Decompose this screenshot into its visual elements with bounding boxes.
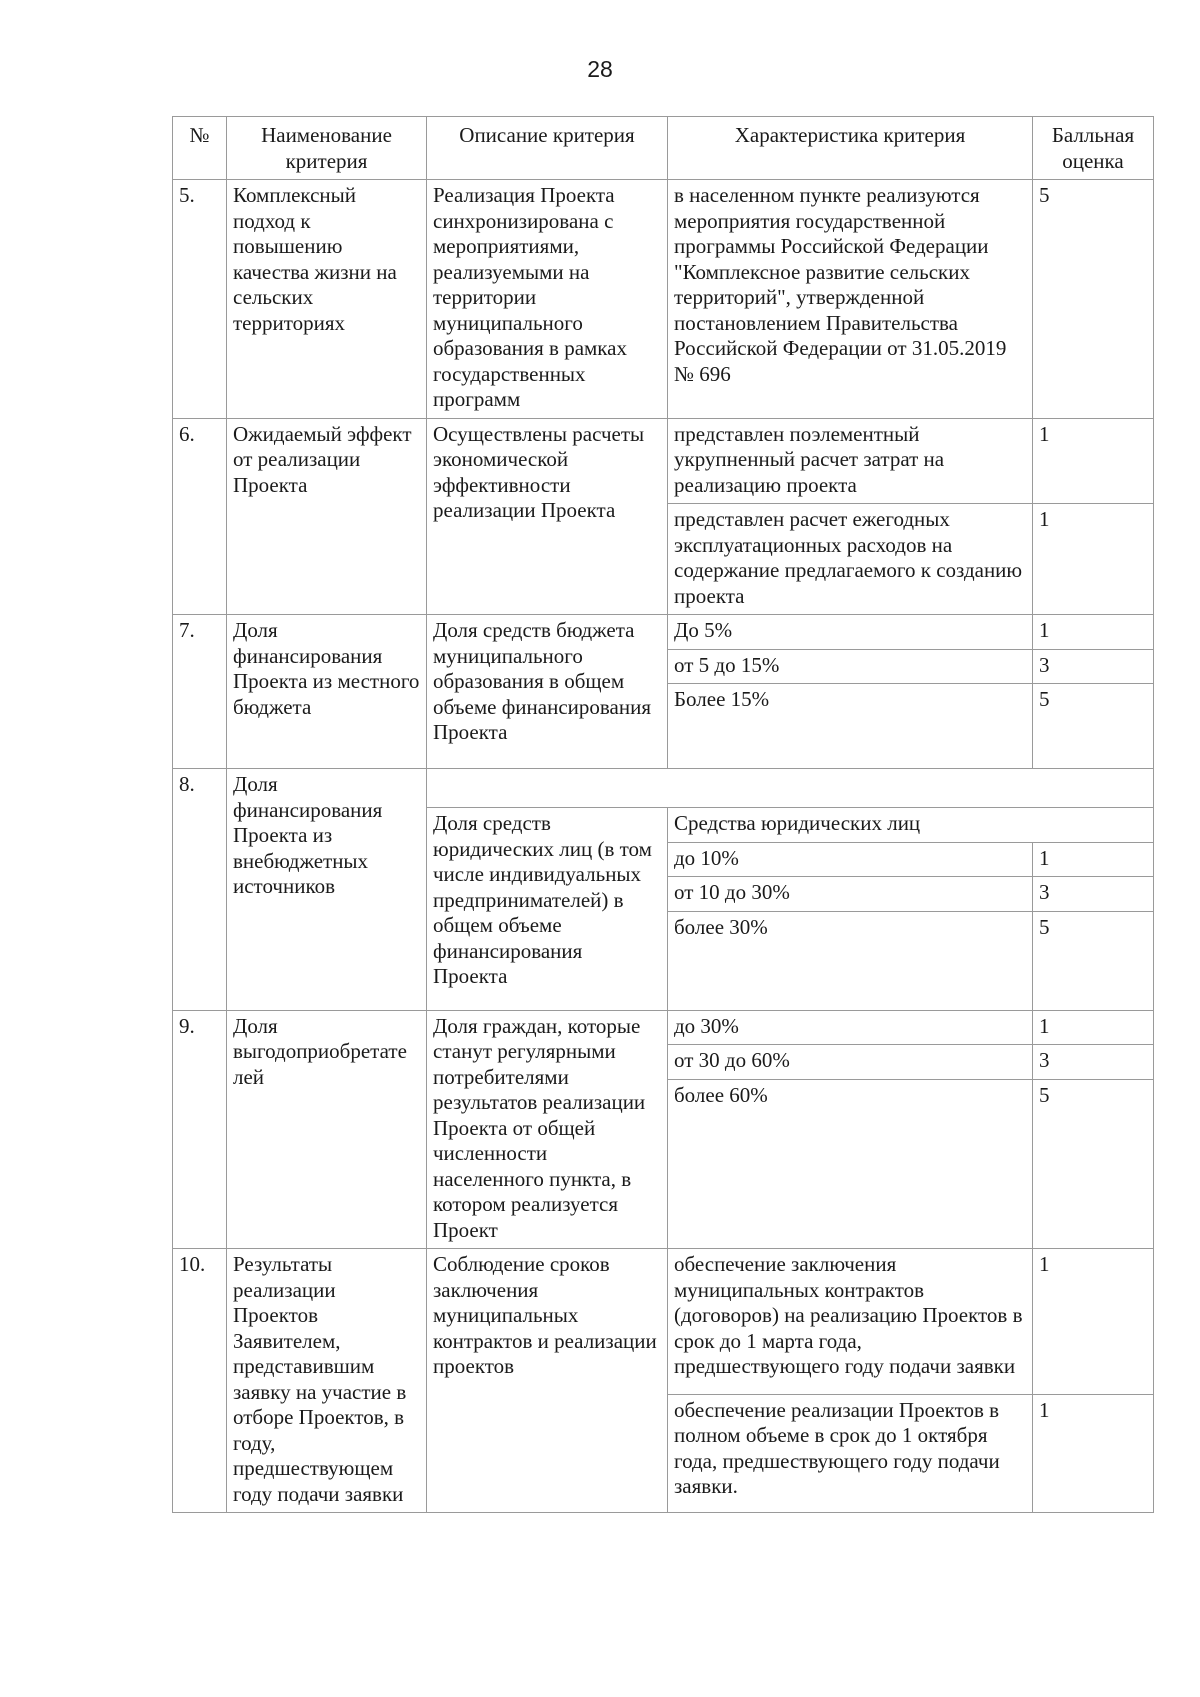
table-row: [173, 615, 1154, 650]
criterion-score: 1: [1033, 1394, 1154, 1512]
criterion-characteristic: представлен расчет ежегодных эксплуатационных расходов на содержание предлагаемого к созданию проекта: [668, 504, 1033, 615]
criterion-description: Доля граждан, которые станут регулярными потребителями результатов реализации Проекта от общей численности населенного пункта, в котором реализуется Проект: [427, 1010, 668, 1249]
criterion-characteristic: До 5%: [668, 615, 1033, 650]
criterion-name: Результаты реализации Проектов Заявителем, представившим заявку на участие в отборе Проектов, в году, предшествующем году подачи заявки: [227, 1249, 427, 1513]
criterion-characteristic: представлен поэлементный укрупненный расчет затрат на реализацию проекта: [668, 418, 1033, 504]
criterion-characteristic: обеспечение реализации Проектов в полном объеме в срок до 1 октября года, предшествующего году подачи заявки.: [668, 1394, 1033, 1512]
criterion-characteristic: обеспечение заключения муниципальных контрактов (договоров) на реализацию Проектов в срок до 1 марта года, предшествующего году подачи заявки: [668, 1249, 1033, 1395]
criterion-characteristic: от 5 до 15%: [668, 649, 1033, 684]
criterion-number: 10.: [173, 1249, 227, 1513]
table-row: [173, 769, 1154, 808]
criterion-subheader: Средства юридических лиц: [668, 808, 1154, 843]
page-number: 28: [587, 56, 613, 82]
criterion-score: 1: [1033, 615, 1154, 650]
criterion-description: Доля средств юридических лиц (в том числе индивидуальных предпринимателей) в общем объеме финансирования Проекта: [427, 808, 668, 1011]
criteria-table: [172, 116, 1154, 1513]
header-number: №: [173, 117, 227, 180]
criterion-description: Реализация Проекта синхронизирована с мероприятиями, реализуемыми на территории муниципального образования в рамках государственных программ: [427, 180, 668, 419]
criterion-characteristic: более 30%: [668, 911, 1033, 1010]
criterion-score: 3: [1033, 877, 1154, 912]
criterion-number: 6.: [173, 418, 227, 615]
criterion-number: 5.: [173, 180, 227, 419]
table-row: [173, 418, 1154, 504]
criterion-number: 9.: [173, 1010, 227, 1249]
criterion-score: 1: [1033, 504, 1154, 615]
header-score: Балльная оценка: [1033, 117, 1154, 180]
criterion-score: 1: [1033, 418, 1154, 504]
criterion-score: 3: [1033, 649, 1154, 684]
criterion-characteristic: до 10%: [668, 842, 1033, 877]
table-row: [173, 1249, 1154, 1395]
criterion-characteristic: от 30 до 60%: [668, 1045, 1033, 1080]
criterion-name: Ожидаемый эффект от реализации Проекта: [227, 418, 427, 615]
criterion-description: Доля средств бюджета муниципального образования в общем объеме финансирования Проекта: [427, 615, 668, 769]
criterion-description: Осуществлены расчеты экономической эффективности реализации Проекта: [427, 418, 668, 615]
criterion-name: Комплексный подход к повышению качества жизни на сельских территориях: [227, 180, 427, 419]
criterion-name: Доля финансирования Проекта из местного бюджета: [227, 615, 427, 769]
criterion-score: 5: [1033, 911, 1154, 1010]
criterion-number: 8.: [173, 769, 227, 1011]
criterion-score: 1: [1033, 1249, 1154, 1395]
criterion-score: 5: [1033, 180, 1154, 419]
criterion-score: 5: [1033, 684, 1154, 769]
header-name: Наименование критерия: [227, 117, 427, 180]
criterion-name: Доля выгодоприобретате лей: [227, 1010, 427, 1249]
criterion-characteristic: в населенном пункте реализуются мероприятия государственной программы Российской Федерации "Комплексное развитие сельских территорий", утвержденной постановлением Правительства Российской Федерации от 31.05.2019 № 696: [668, 180, 1033, 419]
criterion-characteristic: более 60%: [668, 1080, 1033, 1249]
criterion-name: Доля финансирования Проекта из внебюджетных источников: [227, 769, 427, 1011]
criterion-score: 1: [1033, 842, 1154, 877]
empty-merged-cell: [427, 769, 1154, 808]
criterion-characteristic: Более 15%: [668, 684, 1033, 769]
criterion-score: 1: [1033, 1010, 1154, 1045]
table-row: [173, 1010, 1154, 1045]
criterion-score: 3: [1033, 1045, 1154, 1080]
header-description: Описание критерия: [427, 117, 668, 180]
header-characteristic: Характеристика критерия: [668, 117, 1033, 180]
table-header-row: [173, 117, 1154, 180]
criterion-description: Соблюдение сроков заключения муниципальных контрактов и реализации проектов: [427, 1249, 668, 1513]
criterion-characteristic: до 30%: [668, 1010, 1033, 1045]
criterion-score: 5: [1033, 1080, 1154, 1249]
table-row: [173, 180, 1154, 419]
criterion-characteristic: от 10 до 30%: [668, 877, 1033, 912]
criterion-number: 7.: [173, 615, 227, 769]
